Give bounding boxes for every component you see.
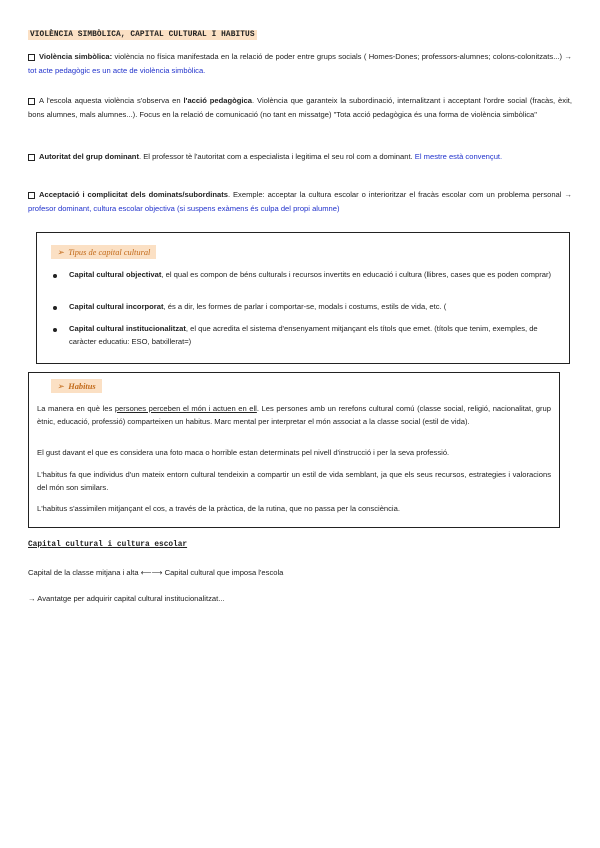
paragraph-accio-pedagogica xyxy=(28,94,572,122)
habitus-paragraph xyxy=(37,403,551,428)
paragraph-text: violència no física manifestada en la relació de poder entre grups socials ( Homes-Dones; professors-alumnes; colons-colonitzats...) → xyxy=(112,52,572,61)
term-label: Autoritat del grup dominant xyxy=(39,152,139,161)
term-label: Acceptació i complicitat dels dominats/subordinats xyxy=(39,190,228,199)
paragraph-violencia-simbolica xyxy=(28,50,572,78)
box-header xyxy=(51,379,102,393)
list-item-text: , és a dir, les formes de parlar i comportar-se, modals i costums, estils de vida, etc. ( xyxy=(163,302,447,311)
habitus-box xyxy=(28,372,560,528)
paragraph-text: A l'escola aquesta violència s'observa en xyxy=(39,96,184,105)
list-item xyxy=(69,323,561,348)
section-line: → Avantatge per adquirir capital cultural institucionalitzat... xyxy=(28,594,225,603)
arrow-bullet-icon: ➢ xyxy=(57,382,65,391)
paragraph-acceptacio xyxy=(28,188,572,216)
paragraph-text: . Violència que garanteix la subordinació, internalitzant i acceptant l'ordre social (fracàs, èxit, bons alumnes, mals alumnes...). Focus en la relació de comunicació (no tant en missatge) "Tota acció pedagògica és una forma de violència simbòlica" xyxy=(28,96,572,119)
section-line: Capital de la classe mitjana i alta ⟵⟶ Capital cultural que imposa l'escola xyxy=(28,568,284,577)
highlighted-conclusion: El mestre està convençut. xyxy=(414,152,503,161)
term-label: Capital cultural objectivat xyxy=(69,270,162,279)
box-header-label: Habitus xyxy=(68,382,96,391)
capital-cultural-box xyxy=(36,232,570,364)
box-header xyxy=(51,245,156,259)
arrow-bullet-icon: ➢ xyxy=(57,248,65,257)
list-item-text: , el qual es compon de béns culturals i recursos invertits en educació i cultura (llibres, cases que es poden comprar) xyxy=(161,270,552,279)
list-item-text: , el que acredita el sistema d'ensenyament mitjançant els títols que emet. (títols que tenim, exemples, de caràcter educatiu: ESO, batxillerat=) xyxy=(69,324,538,346)
page-title: VIOLÈNCIA SIMBÒLICA, CAPITAL CULTURAL I HABITUS xyxy=(30,31,255,39)
term-label: Capital cultural incorporat xyxy=(69,302,164,311)
paragraph-text: . Exemple: acceptar la cultura escolar o interioritzar el fracàs escolar com un problema personal → xyxy=(227,190,572,199)
list-item xyxy=(69,269,561,282)
checkbox-bullet-icon xyxy=(28,192,35,199)
term-label: Capital cultural institucionalitzat xyxy=(69,324,186,333)
highlighted-conclusion: tot acte pedagògic es un acte de violència simbòlica. xyxy=(28,66,206,75)
paragraph-autoritat xyxy=(28,150,572,164)
paragraph-text: . Les persones amb un rerefons cultural comú (classe social, religió, nacionalitat, grup ètnic, educació, professió) comparteixen un habitus. Marc mental per interpretar el món associat a la classe social (estil de vida). xyxy=(37,404,551,426)
highlighted-conclusion: profesor dominant, cultura escolar objectiva (si suspens exàmens és culpa del propi alumne) xyxy=(28,204,340,213)
underlined-text: persones perceben el món i actuen en ell xyxy=(114,404,257,413)
checkbox-bullet-icon xyxy=(28,54,35,61)
paragraph-text: . El professor tè l'autoritat com a especialista i legitima el seu rol com a dominant. xyxy=(138,152,415,161)
list-item xyxy=(69,301,561,314)
checkbox-bullet-icon xyxy=(28,98,35,105)
habitus-paragraph: L'habitus s'assimilen mitjançant el cos, a través de la pràctica, de la rutina, que no passa per la consciència. xyxy=(37,504,400,513)
section-title: Capital cultural i cultura escolar xyxy=(28,541,188,549)
checkbox-bullet-icon xyxy=(28,154,35,161)
box-header-label: Tipus de capital cultural xyxy=(68,248,151,257)
paragraph-text: La manera en què les xyxy=(37,404,115,413)
term-label: l'acció pedagògica xyxy=(183,96,252,105)
term-label: Violència simbòlica: xyxy=(39,52,113,61)
habitus-paragraph: L'habitus fa que individus d'un mateix entorn cultural tendeixin a compartir un estil de vida semblant, ja que els seus recursos, estrategies i valoracions del món son similars. xyxy=(37,470,551,492)
habitus-paragraph: El gust davant el que es considera una foto maca o horrible estan determinats pel nivell d'instrucció i per la seva professió. xyxy=(37,448,450,457)
